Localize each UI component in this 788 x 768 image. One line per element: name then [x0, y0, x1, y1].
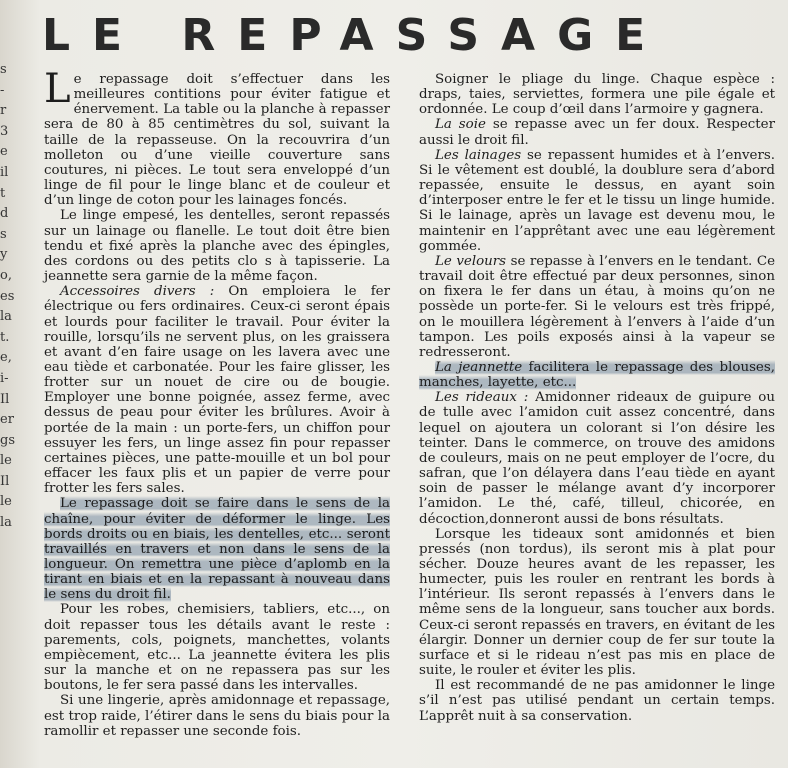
paragraph-intro: [44, 66, 390, 209]
paragraph-storage: [419, 678, 775, 723]
paragraph-folding: [419, 72, 775, 117]
edge-fragment: t.: [0, 329, 10, 345]
left-edge-column-fragment: [0, 60, 22, 768]
edge-fragment: s: [0, 226, 7, 242]
section-label: La soie: [435, 117, 486, 133]
paragraph-text: Amidonner rideaux de guipure ou de tulle avec l’amidon cuit assez concentré, dans lequel on ajoutera un colorant si l’on désire les teinter. Dans le commerce, on trouve des amidons de couleurs, mais on ne peut employer de l’ocre, du safran, que l’on délayera dans l’eau tiède en ayant soin de passer le mélange avant d’y incorporer l’amidon. Le thé, café, tilleul, chicorée, en décoction,donneront aussi de bons résultats.: [419, 390, 775, 527]
edge-fragment: er: [0, 412, 14, 428]
section-label: La jeannette: [435, 359, 523, 375]
paragraph-stiff-lingerie: [44, 693, 390, 738]
paragraph-text: Il est recommandé de ne pas amidonner le linge s’il n’est pas utilisé pendant un certain temps. L’apprêt nuit à sa conservation.: [419, 678, 775, 724]
paragraph-velvet: [419, 254, 775, 360]
left-text-column: [44, 66, 390, 739]
section-label: Le velours: [435, 253, 507, 269]
paragraph-starched-linen: [44, 208, 390, 284]
edge-fragment: il: [0, 164, 9, 180]
edge-fragment: la: [0, 309, 12, 325]
edge-fragment: e: [0, 144, 8, 160]
edge-fragment: s: [0, 62, 7, 77]
edge-fragment: r: [0, 103, 7, 119]
paragraph-text: se repassent humides et à l’envers. Si le vêtement est doublé, la doublure sera d’abord repassée, ensuite le dessus, en ayant soin d’interposer entre le fer et le tissu un linge humide. Si le lainage, après un lavage est devenu mou, le maintenir en l’apprêtant avec une eau légèrement gommée.: [419, 147, 775, 254]
paragraph-text: se repasse avec un fer doux. Respecter aussi le droit fil.: [419, 117, 775, 148]
section-label: Les rideaux :: [435, 390, 529, 406]
edge-fragment: d: [0, 206, 9, 222]
paragraph-text: On emploiera le fer électrique ou fers ordinaires. Ceux-ci seront épais et lourds pour faciliter le travail. Pour éviter la rouille, lorsqu’ils ne servent plus, on les graissera et avant d’en faire usage on les lavera avec une eau tiède et carbonatée. Pour les faire glisser, les frotter sur un nouet de cire ou de bougie. Employer une bonne poignée, assez ferme, avec dessus de peau pour éviter les brûlures. Avoir à portée de la main : un porte-fers, un chiffon pour essuyer les fers, un linge assez fin pour repasser certaines pièces, une patte-mouille et un bol pour effacer les faux plis et un papier de verre pour frotter les fers sales.: [44, 284, 390, 497]
paragraph-text: e repassage doit s’effectuer dans les meilleures contitions pour éviter fatigue et énervement. La table ou la planche à repasser sera de 80 à 85 centimètres du sol, suivant la taille de la repasseuse. On la recouvrira d’un molleton ou d’une vieille couverture sans coutures, ni pièces. Le tout sera enveloppé d’un linge de fil pour le linge blanc et de couleur et d’un linge de coton pour les lainages foncés.: [44, 72, 390, 209]
paragraph-silk: [419, 117, 775, 147]
edge-fragment: la: [0, 515, 12, 531]
paragraph-curtains: [419, 390, 775, 526]
edge-fragment: t: [0, 185, 6, 201]
article-title: LE REPASSAGE: [42, 10, 668, 61]
edge-fragment: Il: [0, 473, 10, 489]
edge-fragment: e,: [0, 350, 12, 366]
paragraph-text: Pour les robes, chemisiers, tabliers, etc..., on doit repasser tous les détails avant le reste : parements, cols, poignets, manchettes, volants empiècement, etc... La jeannette évitera les plis sur la manche et on ne repassera pas sur les boutons, le fer sera passé dans les intervalles.: [44, 602, 390, 694]
paragraph-text: Soigner le pliage du linge. Chaque espèce : draps, taies, serviettes, formera une pile égale et ordonnée. Le coup d’œil dans l’armoire y gagnera.: [419, 72, 775, 118]
edge-fragment: -: [0, 82, 5, 98]
paragraph-accessories: [44, 284, 390, 496]
paragraph-text: Lorsque les tideaux sont amidonnés et bien pressés (non tordus), ils seront mis à plat pour sécher. Douze heures avant de les repasser, les humecter, puis les rouler en rentrant les bords à l’intérieur. Ils seront repassés à l’envers dans le même sens de la longueur, sans toucher aux bords. Ceux-ci seront repassés en travers, en évitant de les élargir. Donner un dernier coup de fer sur toute la surface et si le rideau n’est pas mis en place de suite, le rouler et éviter les plis.: [419, 526, 775, 679]
paragraph-text: Si une lingerie, après amidonnage et repassage, est trop raide, l’étirer dans le sens du biais pour la ramollir et repasser une seconde fois.: [44, 693, 390, 739]
paragraph-text: Le linge empesé, les dentelles, seront repassés sur un lainage ou flanelle. Le tout doit être bien tendu et fixé après la planche avec des épingles, des cordons ou des petits clo s à tapisserie. La jeannette sera garnie de la même façon.: [44, 208, 390, 285]
edge-fragment: gs: [0, 432, 15, 448]
edge-fragment: i-: [0, 370, 9, 386]
right-text-column: [419, 72, 775, 724]
edge-fragment: y: [0, 247, 8, 263]
paragraph-text: facilitera le repassage des blouses, manches, layette, etc...: [419, 359, 775, 391]
paragraph-wool: [419, 148, 775, 254]
edge-fragment: es: [0, 288, 15, 304]
paragraph-garments: [44, 602, 390, 693]
paragraph-text: Le repassage doit se faire dans le sens de la chaîne, pour éviter de déformer le linge. Les bords droits ou en biais, les dentelles, etc... seront travaillés en travers et non dans le sens de la longueur. On remettra une pièce d’aplomb en la tirant en biais et en la repassant à nouveau dans le sens du droit fil.: [44, 496, 390, 603]
section-label: Accessoires divers :: [60, 284, 215, 300]
edge-fragment: le: [0, 494, 12, 510]
edge-fragment: Il: [0, 391, 10, 407]
drop-cap: L: [44, 66, 71, 112]
paragraph-curtain-drying: [419, 527, 775, 679]
paragraph-jeannette: [419, 360, 775, 390]
edge-fragment: 3: [0, 123, 9, 139]
edge-fragment: le: [0, 453, 12, 469]
paragraph-text: se repasse à l’envers en le tendant. Ce travail doit être effectué par deux personnes, sinon on fixera le fer dans un étau, à moins qu’on ne possède un porte-fer. Si le velours est très frippé, on le mouillera légèrement à l’envers à l’aide d’un tampon. Les poils exposés ainsi à la vapeur se redresseront.: [419, 253, 775, 360]
section-label: Les lainages: [435, 147, 522, 163]
paragraph-grain-direction: [44, 496, 390, 602]
edge-fragment: o,: [0, 267, 12, 283]
